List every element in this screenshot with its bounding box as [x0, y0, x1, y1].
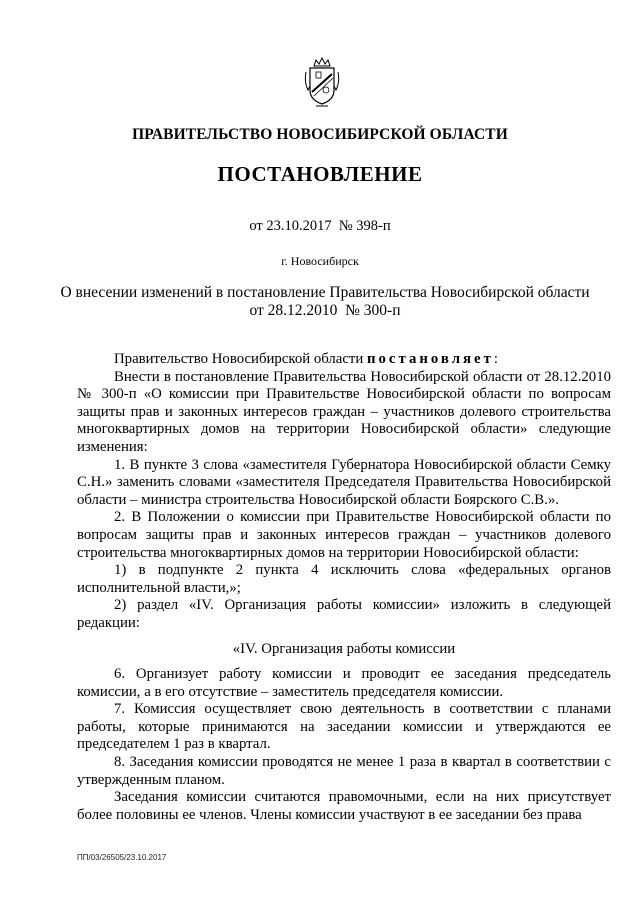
paragraph-decree — [77, 351, 611, 369]
subject-line-2: от 28.12.2010 № 300-п — [249, 302, 401, 319]
decree-prefix: Правительство Новосибирской области — [114, 351, 367, 367]
coat-of-arms-icon — [304, 56, 340, 108]
paragraph: 1) в подпункте 2 пункта 4 исключить слова «федеральных органов исполнительной власти,»; — [77, 562, 611, 596]
paragraph: 8. Заседания комиссии проводятся не менее 1 раза в квартал в соответствии с утвержденным планом. — [77, 754, 611, 788]
paragraph: 2) раздел «IV. Организация работы комиссии» изложить в следующей редакции: — [77, 597, 611, 631]
paragraph: 2. В Положении о комиссии при Правительстве Новосибирской области по вопросам защиты прав и законных интересов граждан – участников долевого строительства многоквартирных домов на территории Новосибирской области: — [77, 509, 611, 561]
decree-word: постановляет — [367, 351, 494, 367]
document-type: ПОСТАНОВЛЕНИЕ — [217, 162, 423, 186]
paragraph: 1. В пункте 3 слова «заместителя Губернатора Новосибирской области Семку С.Н.» заменить словами «заместителя Председателя Правительства Новосибирской области – министра строительства Новосибирской области Боярского С.В.». — [77, 456, 611, 508]
document-city: г. Новосибирск — [281, 254, 359, 268]
organization-name: ПРАВИТЕЛЬСТВО НОВОСИБИРСКОЙ ОБЛАСТИ — [132, 126, 508, 143]
document-body — [77, 351, 611, 824]
section-title: «IV. Организация работы комиссии — [232, 640, 456, 657]
subject-line-1: О внесении изменений в постановление Правительства Новосибирской области — [60, 284, 590, 301]
paragraph: 7. Комиссия осуществляет свою деятельность в соответствии с планами работы, которые принимаются на заседании комиссии и утверждаются ее председателем 1 раз в квартал. — [77, 701, 611, 753]
document-subject — [60, 284, 590, 320]
document-date-number: от 23.10.2017 № 398-п — [249, 218, 391, 234]
decree-suffix: : — [493, 351, 498, 367]
paragraph: 6. Организует работу комиссии и проводит ее заседания председатель комиссии, а в его отсутствие – заместитель председателя комиссии. — [77, 666, 611, 700]
document-code: ПП/03/26505/23.10.2017 — [77, 853, 167, 862]
paragraph: Внести в постановление Правительства Новосибирской области от 28.12.2010 № 300-п «О комиссии при Правительстве Новосибирской области по вопросам защиты прав и законных интересов граждан – участников долевого строительства многоквартирных домов на территории Новосибирской области» следующие изменения: — [77, 368, 611, 455]
paragraph: Заседания комиссии считаются правомочными, если на них присутствует более половины ее членов. Члены комиссии участвуют в ее заседании без права — [77, 789, 611, 823]
